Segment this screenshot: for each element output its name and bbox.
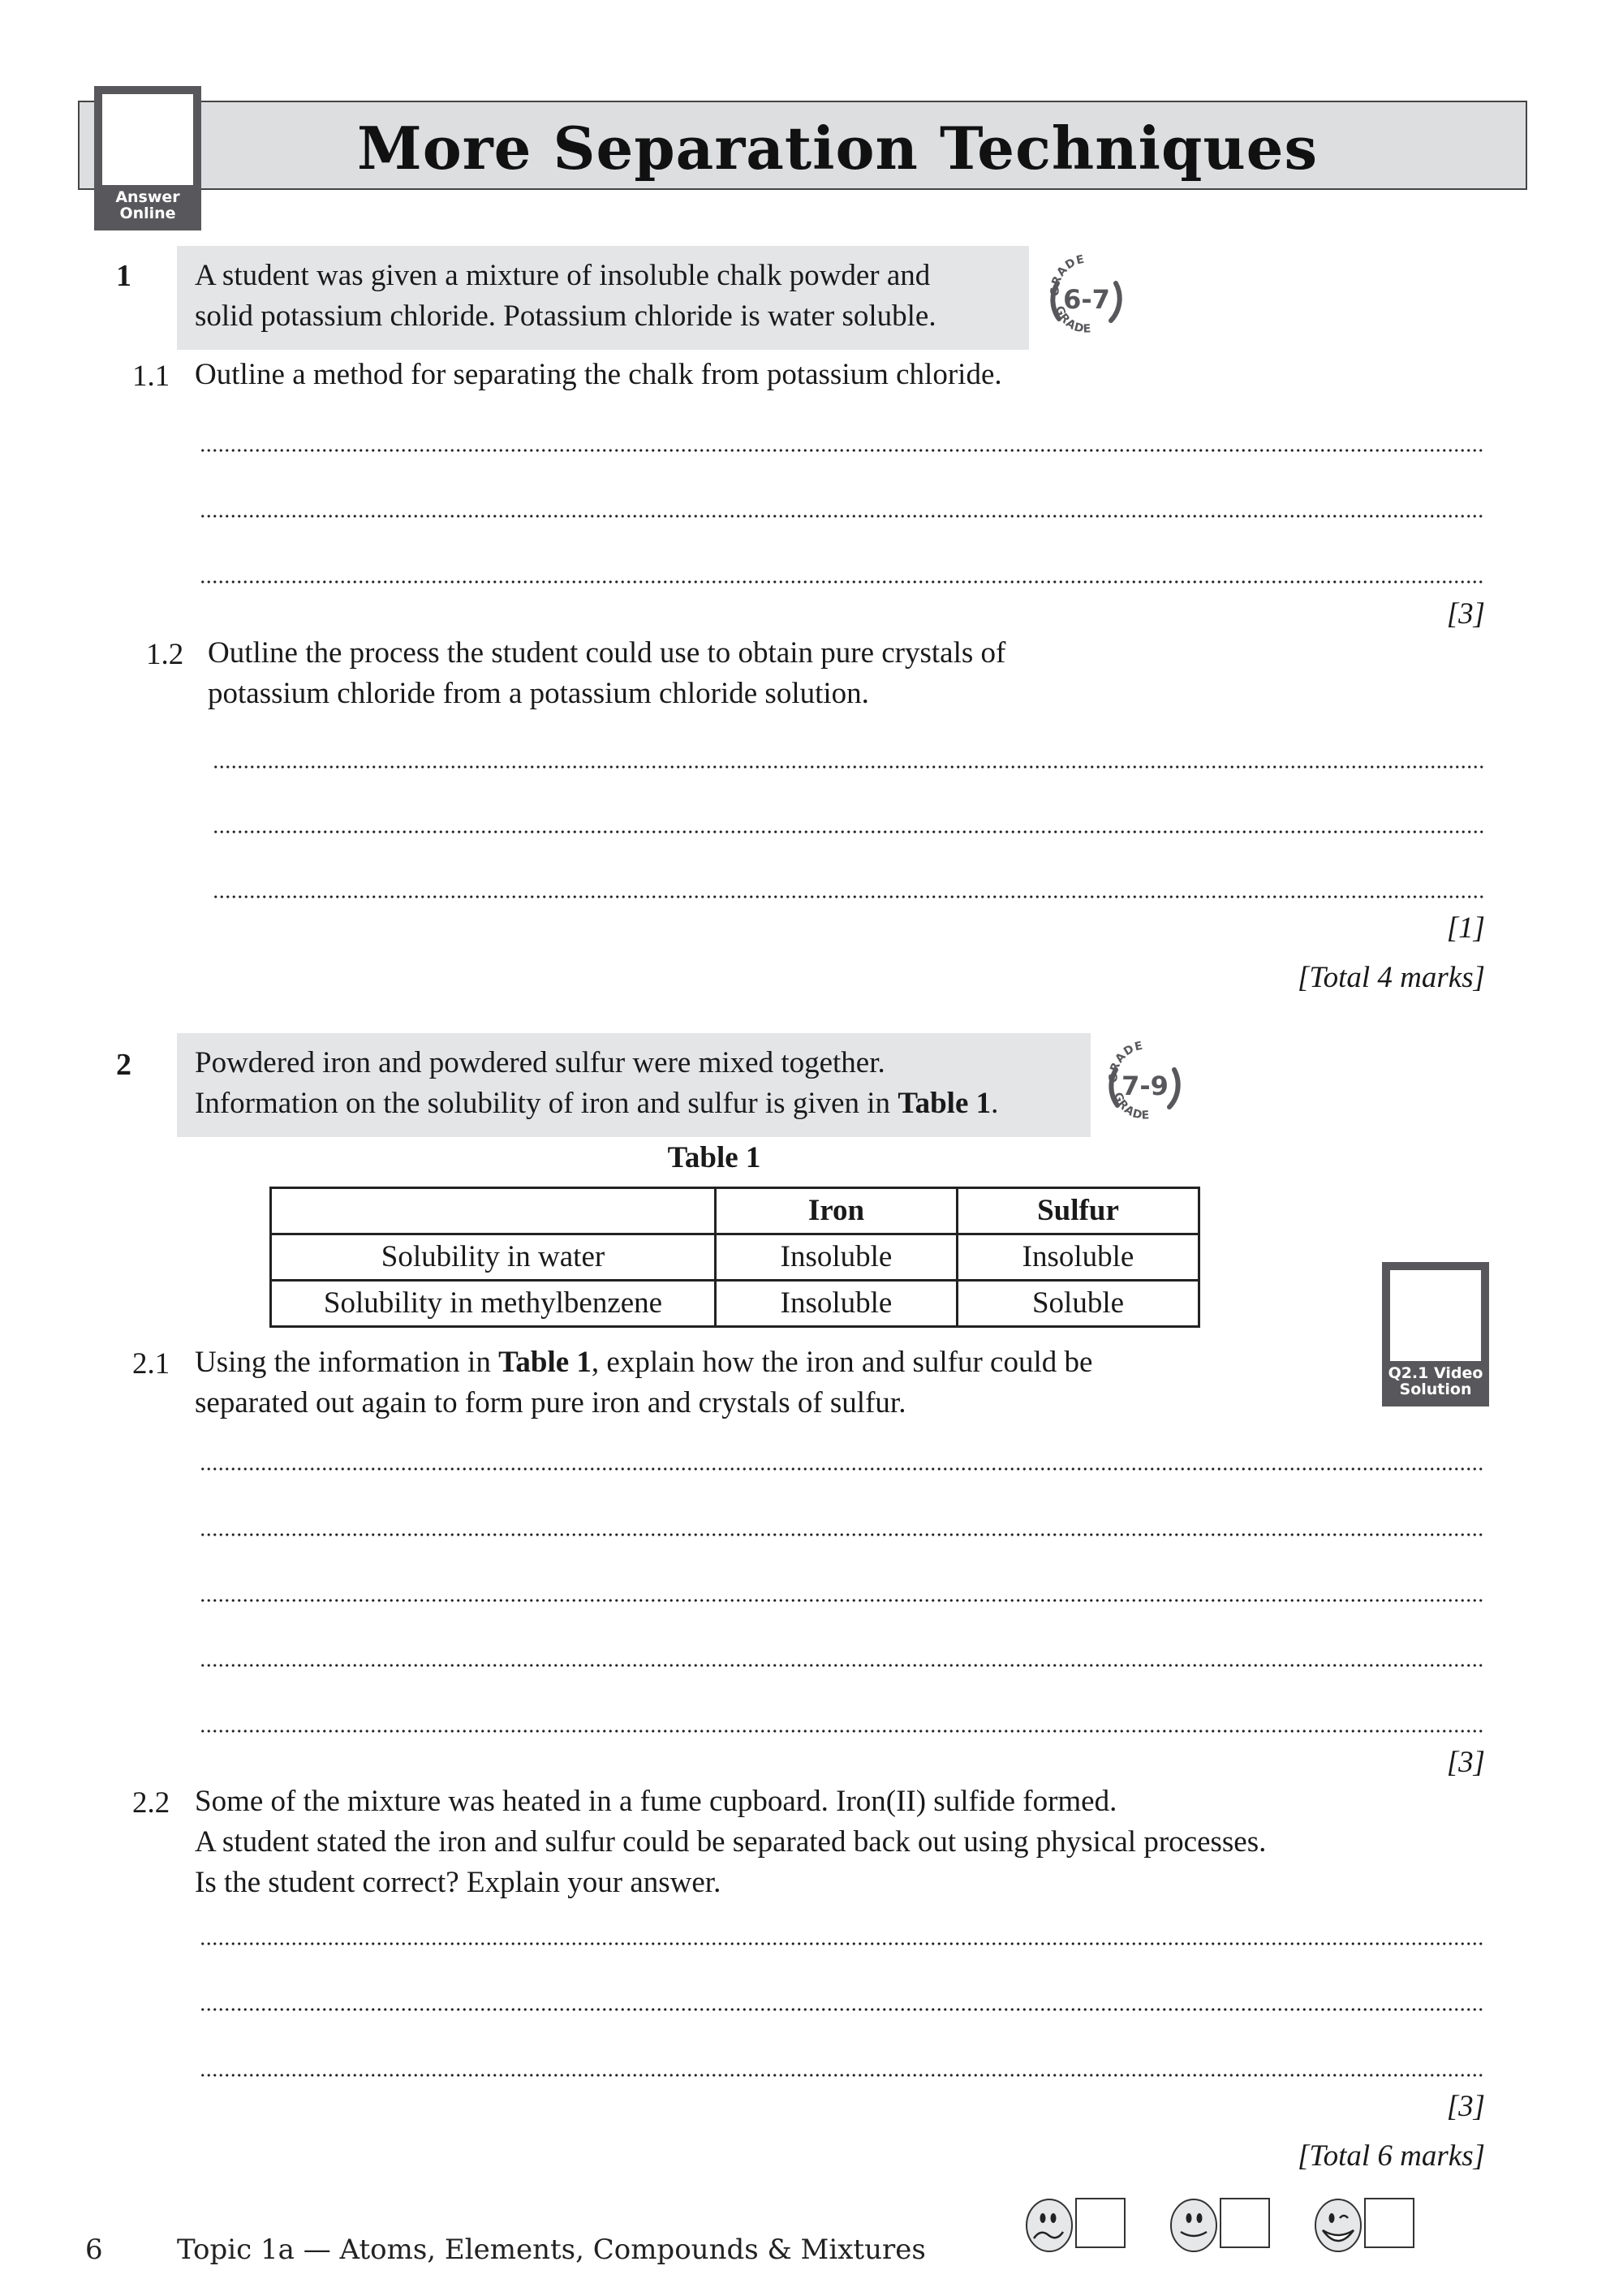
grade-value: 6-7 [1063,284,1110,315]
question-intro-line: Information on the solubility of iron and sulfur is given in Table 1. [195,1087,999,1120]
answer-line[interactable] [200,1664,1483,1667]
subquestion-number: 1.2 [146,638,184,671]
video-solution-label-line1: Q2.1 Video [1388,1364,1483,1382]
table-cell: Solubility in water [271,1234,716,1281]
qr-code-placeholder [1390,1270,1481,1361]
table-cell: Insoluble [716,1234,958,1281]
subquestion-text: A student stated the iron and sulfur could be separated back out using physical processes. [195,1825,1267,1859]
subquestion-number: 2.1 [132,1347,170,1381]
page-number: 6 [85,2234,103,2266]
video-solution-label-line2: Solution [1399,1380,1472,1398]
grade-badge-icon [1100,1040,1189,1130]
marks-label: [3] [1446,1746,1485,1779]
rating-checkbox-wink[interactable] [1364,2198,1414,2248]
answer-line[interactable] [213,830,1483,834]
subquestion-text: separated out again to form pure iron and crystals of sulfur. [195,1386,906,1419]
subquestion-text: potassium chloride from a potassium chloride solution. [208,677,869,710]
question-intro-line: solid potassium chloride. Potassium chloride is water soluble. [195,299,936,333]
table-cell: Insoluble [958,1234,1199,1281]
question-number: 2 [116,1048,131,1082]
answer-line[interactable] [200,1942,1483,1945]
answer-line[interactable] [213,765,1483,769]
marks-label: [3] [1446,2090,1485,2123]
table-header-row [271,1188,1199,1234]
question-intro-box [177,1033,1091,1137]
total-marks-label: [Total 4 marks] [1298,961,1485,994]
answer-line[interactable] [200,2008,1483,2011]
table-header-cell [271,1188,716,1234]
subquestion-text: Is the student correct? Explain your answer. [195,1866,721,1899]
grade-badge-icon [1041,254,1130,343]
answer-line[interactable] [200,1533,1483,1536]
rating-checkbox-smile[interactable] [1220,2198,1270,2248]
qr-code-placeholder [102,94,193,185]
total-marks-label: [Total 6 marks] [1298,2139,1485,2173]
question-intro-line: Powdered iron and powdered sulfur were mixed together. [195,1046,885,1079]
answer-online-label-line1: Answer [115,188,180,206]
unsure-face-icon [1024,2198,1074,2253]
wink-face-icon [1313,2198,1363,2253]
question-intro-box [177,246,1029,350]
answer-line[interactable] [200,1467,1483,1471]
subquestion-number: 1.1 [132,360,170,393]
subquestion-text: Outline the process the student could use to obtain pure crystals of [208,636,1006,670]
rating-checkbox-unsure[interactable] [1075,2198,1126,2248]
table-cell: Solubility in methylbenzene [271,1281,716,1327]
marks-label: [3] [1446,597,1485,631]
question-intro-line: A student was given a mixture of insoluble chalk powder and [195,259,931,292]
table-header-cell: Iron [716,1188,958,1234]
table-row [271,1234,1199,1281]
grade-label-top: GRADE [1048,254,1087,297]
page-title: More Separation Techniques [357,114,1319,183]
answer-line[interactable] [213,895,1483,898]
table-cell: Soluble [958,1281,1199,1327]
answer-line[interactable] [200,1730,1483,1733]
subquestion-text: Some of the mixture was heated in a fume cupboard. Iron(II) sulfide formed. [195,1785,1117,1818]
answer-line[interactable] [200,2074,1483,2077]
answer-line[interactable] [200,580,1483,584]
marks-label: [1] [1446,911,1485,945]
smile-face-icon [1169,2198,1219,2253]
grade-label-top: GRADE [1107,1040,1145,1083]
table-header-cell: Sulfur [958,1188,1199,1234]
solubility-table [269,1187,1200,1328]
table-caption: Table 1 [667,1141,761,1174]
answer-online-badge[interactable] [94,86,201,230]
answer-online-label-line2: Online [119,204,176,222]
table-row [271,1281,1199,1327]
grade-label-bottom: GRADE [1052,304,1092,336]
grade-value: 7-9 [1121,1070,1169,1101]
subquestion-text: Using the information in Table 1, explain how the iron and sulfur could be [195,1346,1093,1379]
topic-title: Topic 1a — Atoms, Elements, Compounds & Mixtures [177,2234,926,2266]
question-number: 1 [116,259,131,293]
grade-label-bottom: GRADE [1110,1090,1151,1122]
answer-line[interactable] [200,515,1483,518]
answer-line[interactable] [200,1599,1483,1602]
video-solution-badge[interactable] [1382,1262,1489,1406]
answer-line[interactable] [200,449,1483,452]
table-reference: Table 1 [898,1087,992,1120]
table-reference: Table 1 [498,1346,592,1379]
table-cell: Insoluble [716,1281,958,1327]
subquestion-text: Outline a method for separating the chalk from potassium chloride. [195,358,1002,391]
subquestion-number: 2.2 [132,1786,170,1820]
